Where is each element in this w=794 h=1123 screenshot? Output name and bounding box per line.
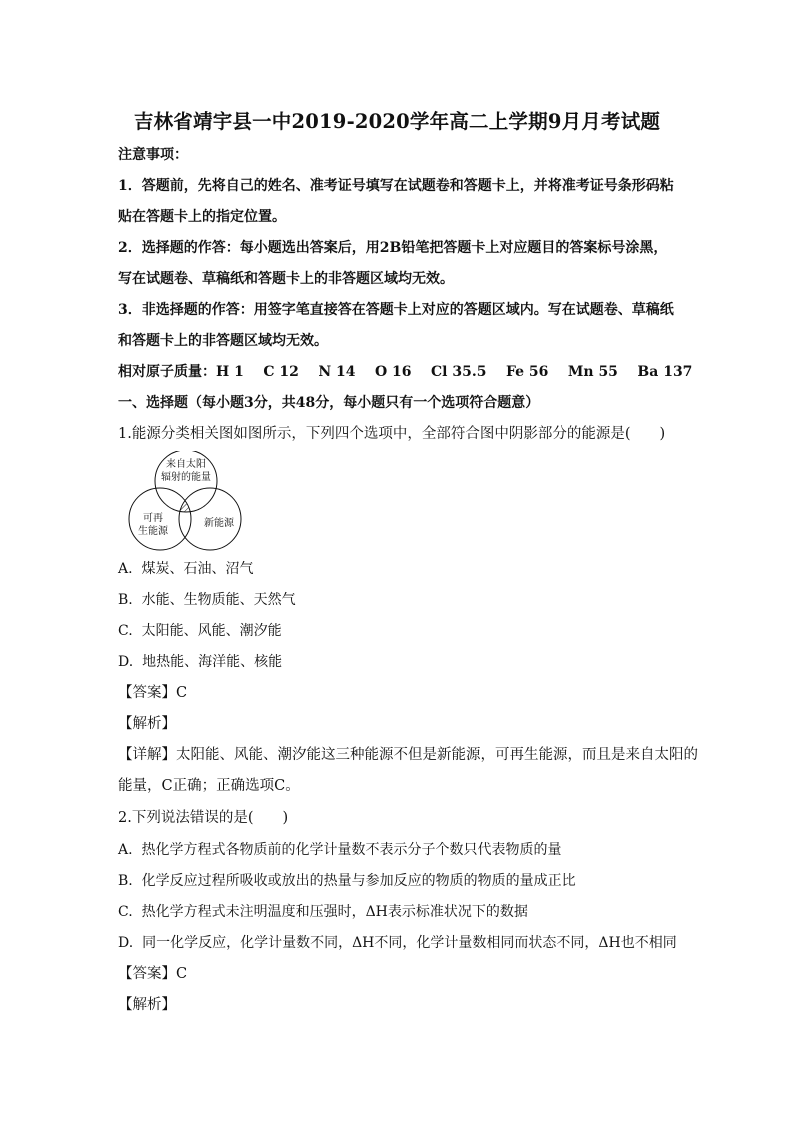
question-2-answer: 【答案】C: [118, 966, 188, 982]
question-1-detail-line-1: 【详解】太阳能、风能、潮汐能这三种能源不但是新能源，可再生能源，而且是来自太阳的: [118, 747, 698, 763]
notice-heading: 注意事项：: [118, 147, 188, 163]
question-1-detail-line-2: 能量，C正确；正确选项C。: [118, 778, 300, 794]
notice-item-3b: 和答题卡上的非答题区域均无效。: [118, 333, 328, 349]
question-1-stem: 1.能源分类相关图如图所示，下列四个选项中，全部符合图中阴影部分的能源是( ): [118, 426, 666, 442]
atomic-mass-line: 相对原子质量：H 1 C 12 N 14 O 16 Cl 35.5 Fe 56 Mn 55 Ba 137: [118, 364, 693, 380]
notice-item-2a: 2．选择题的作答：每小题选出答案后，用2B铅笔把答题卡上对应题目的答案标号涂黑，: [118, 240, 668, 256]
question-1-answer: 【答案】C: [118, 685, 188, 701]
notice-item-3a: 3．非选择题的作答：用签字笔直接答在答题卡上对应的答题区域内。写在试题卷、草稿纸: [118, 302, 674, 318]
question-2-option-d: D. 同一化学反应，化学计量数不同，ΔH不同，化学计量数相同而状态不同，ΔH也不相同: [118, 935, 677, 951]
notice-item-1b: 贴在答题卡上的指定位置。: [118, 209, 286, 225]
question-2-stem: 2.下列说法错误的是( ): [118, 810, 289, 826]
page-title: 吉林省靖宇县一中2019-2020学年高二上学期9月月考试题: [133, 110, 661, 133]
question-2-analysis-heading: 【解析】: [118, 997, 176, 1013]
question-1-option-c: C. 太阳能、风能、潮汐能: [118, 623, 282, 639]
venn-label-left-1: 可再: [143, 513, 163, 524]
notice-item-1a: 1．答题前，先将自己的姓名、准考证号填写在试题卷和答题卡上，并将准考证号条形码粘: [118, 178, 674, 194]
question-1-option-a: A. 煤炭、石油、沼气: [118, 561, 254, 577]
question-2-option-a: A. 热化学方程式各物质前的化学计量数不表示分子个数只代表物质的量: [118, 842, 562, 858]
energy-venn-diagram: [126, 451, 246, 551]
question-1-analysis-heading: 【解析】: [118, 716, 176, 732]
venn-label-right: 新能源: [204, 518, 234, 529]
question-2-option-b: B. 化学反应过程所吸收或放出的热量与参加反应的物质的物质的量成正比: [118, 873, 576, 889]
question-1-option-d: D. 地热能、海洋能、核能: [118, 654, 283, 670]
notice-item-2b: 写在试题卷、草稿纸和答题卡上的非答题区域均无效。: [118, 271, 454, 287]
question-2-option-c: C. 热化学方程式未注明温度和压强时，ΔH表示标准状况下的数据: [118, 904, 528, 920]
venn-label-top-1: 来自太阳: [166, 459, 206, 470]
venn-label-top-2: 辐射的能量: [161, 472, 211, 483]
section-heading: 一、选择题（每小题3分，共48分，每小题只有一个选项符合题意）: [118, 395, 540, 411]
question-1-option-b: B. 水能、生物质能、天然气: [118, 592, 296, 608]
venn-label-left-2: 生能源: [138, 526, 168, 537]
